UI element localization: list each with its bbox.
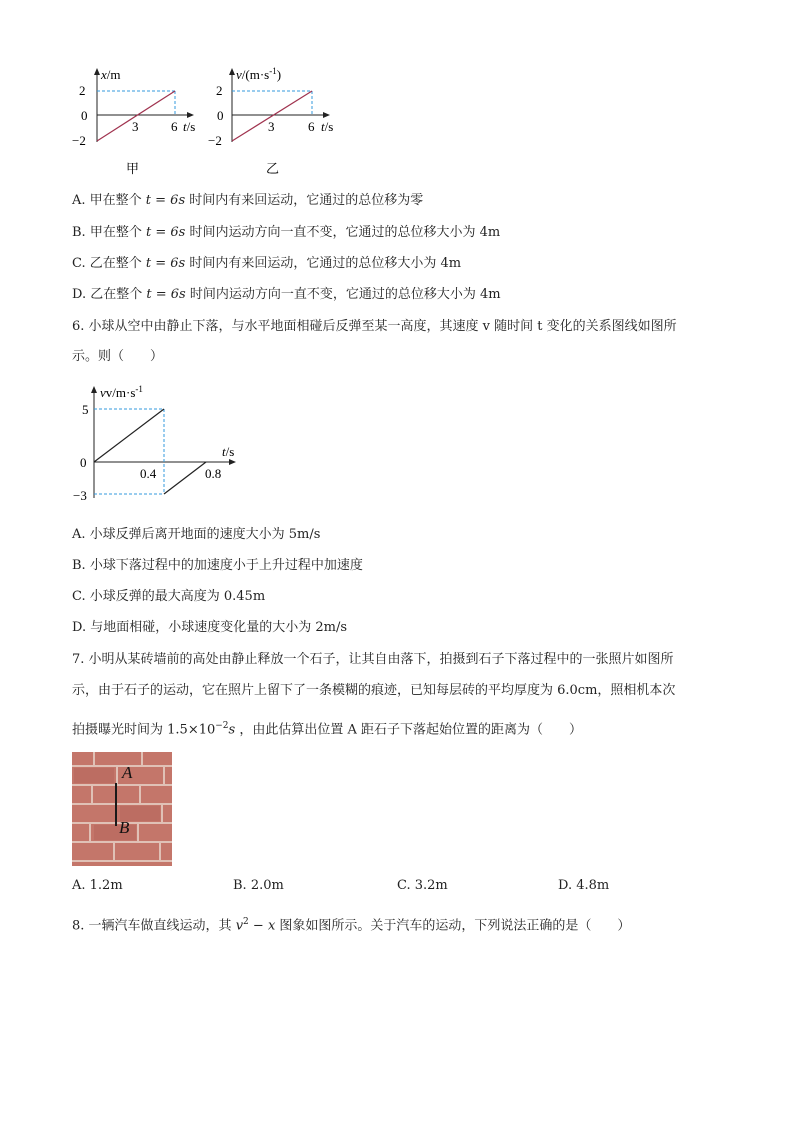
q6-option-a[interactable]: A. 小球反弹后离开地面的速度大小为 5m/s [72, 527, 321, 542]
yi-caption: 乙 [266, 161, 280, 176]
q6-ytick-0: 0 [80, 455, 87, 470]
q7-option-b[interactable]: B. 2.0m [233, 878, 284, 893]
q6-xtick-08: 0.8 [205, 466, 222, 481]
svg-text:t/s: t/s [183, 119, 196, 134]
q6-stem-line1: 6. 小球从空中由静止下落，与水平地面相碰后反弹至某一高度，其速度 v 随时间 t 变化的关系图线如图所 [72, 319, 677, 334]
q7-stem-line3: 拍摄曝光时间为 $1.5\times 10^{-2}s$ ，由此估算出位置 A 距石子下落起始位置的距离为（ ） [72, 721, 583, 738]
svg-text:t/s: t/s [222, 444, 235, 459]
q6-line-rise [164, 462, 206, 494]
svg-text:x/m: x/m [101, 67, 121, 82]
yi-xtick-6: 6 [308, 119, 315, 134]
q6-option-d[interactable]: D. 与地面相碰，小球速度变化量的大小为 2m/s [72, 620, 348, 635]
svg-text:v/(m·s-1): $v/(m\cdot s^{-1})$ [236, 66, 282, 82]
svg-text:vv/m·s-1: $vv/m\cdot s^{-1}$ [100, 384, 143, 400]
yi-ytick-2: 2 [216, 83, 223, 98]
jia-xtick-6: 6 [171, 119, 178, 134]
yi-ytick-m2: −2 [208, 133, 222, 148]
q6-ytick-5: 5 [82, 402, 89, 417]
graph-jia [62, 62, 212, 182]
jia-xtick-3: 3 [132, 119, 139, 134]
q5-option-b[interactable]: B. 甲在整个 t = 6s 时间内运动方向一直不变，它通过的总位移大小为 4m [72, 225, 501, 240]
q6-option-c[interactable]: C. 小球反弹的最大高度为 0.45m [72, 589, 266, 604]
q6-xtick-04: 0.4 [140, 466, 157, 481]
jia-ytick-m2: −2 [72, 133, 86, 148]
jia-caption: 甲 [126, 161, 140, 176]
yi-ytick-0: 0 [217, 108, 224, 123]
q6-line-fall [94, 409, 164, 462]
q5-option-d[interactable]: D. 乙在整个 t = 6s 时间内运动方向一直不变，它通过的总位移大小为 4m [72, 287, 501, 302]
graph-q6 [72, 378, 252, 508]
q5-option-c[interactable]: C. 乙在整个 t = 6s 时间内有来回运动，它通过的总位移大小为 4m [72, 256, 462, 271]
q6-option-b[interactable]: B. 小球下落过程中的加速度小于上升过程中加速度 [72, 558, 363, 573]
svg-text:t/s: t/s [321, 119, 334, 134]
yi-xtick-3: 3 [268, 119, 275, 134]
q7-stem-line1: 7. 小明从某砖墙前的高处由静止释放一个石子，让其自由落下，拍摄到石子下落过程中的一张照片如图所 [72, 652, 674, 667]
q5-option-a[interactable]: A. 甲在整个 t = 6s 时间内有来回运动，它通过的总位移为零 [72, 193, 424, 208]
photo-label-b: B [119, 818, 130, 837]
graph-yi [200, 62, 360, 182]
q6-ytick-m3: −3 [73, 488, 87, 503]
q6-stem-line2: 示。则（ ） [72, 349, 164, 364]
q8-stem: 8. 一辆汽车做直线运动，其 $v^2 - x$ 图象如图所示。关于汽车的运动，下列说法正确的是（ ） [72, 917, 631, 934]
q7-stem-line2: 示，由于石子的运动，它在照片上留下了一条模糊的痕迹，已知每层砖的平均厚度为 6.0cm，照相机本次 [72, 683, 676, 698]
jia-ytick-2: 2 [79, 83, 86, 98]
q7-option-a[interactable]: A. 1.2m [72, 878, 123, 893]
brick-wall-photo [72, 752, 172, 866]
photo-label-a: A [122, 763, 133, 782]
q7-option-c[interactable]: C. 3.2m [397, 878, 448, 893]
q7-option-d[interactable]: D. 4.8m [558, 878, 610, 893]
jia-ytick-0: 0 [81, 108, 88, 123]
